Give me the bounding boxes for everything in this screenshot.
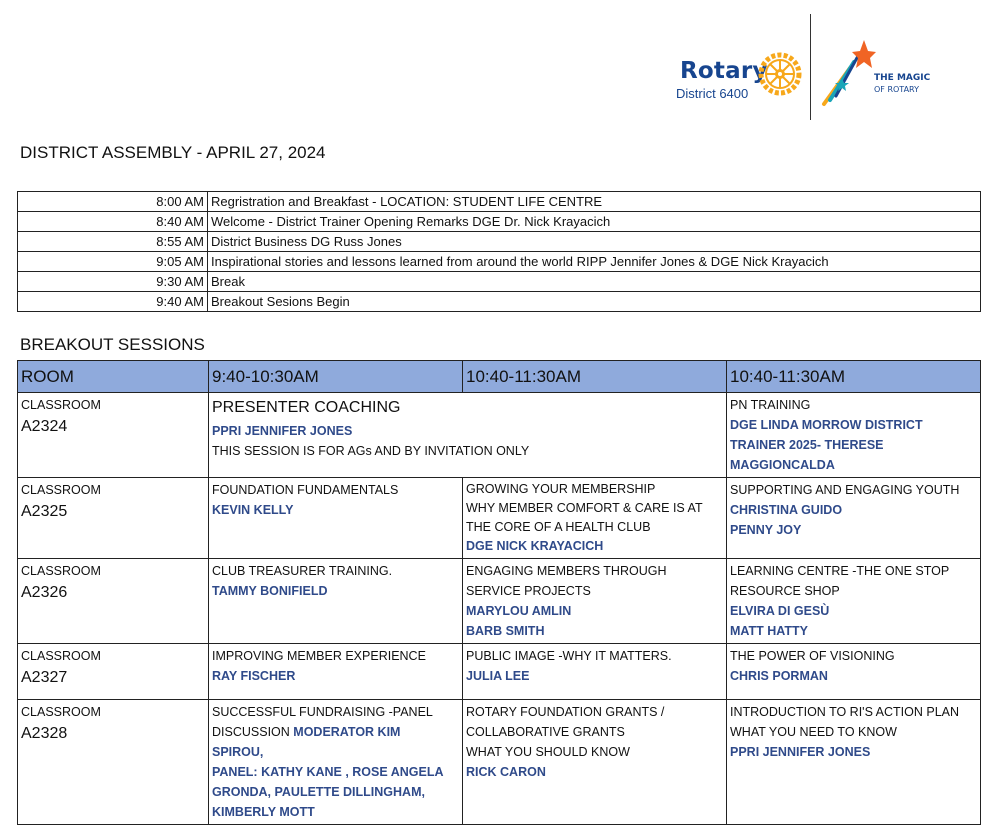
session-line: CLUB TREASURER TRAINING. [212,564,393,578]
session-title: PRESENTER COACHING [212,399,401,416]
session-presenter: CHRISTINA GUIDO [730,503,843,517]
schedule-event: Regristration and Breakfast - LOCATION: STUDENT LIFE CENTRE [208,192,981,212]
moderator-name: MODERATOR KIM [293,725,401,739]
room-cell [18,393,209,478]
session-presenter: BARB SMITH [466,624,545,638]
session-line [212,722,459,742]
session-cell [209,478,463,559]
room-row [18,700,981,825]
session-line: INTRODUCTION TO RI'S ACTION PLAN [730,705,960,719]
logo-divider [810,14,811,120]
session-cell [727,393,981,478]
session-presenter: KEVIN KELLY [212,503,294,517]
session-line: THE CORE OF A HEALTH CLUB [466,520,651,534]
session-line: SUPPORTING AND ENGAGING YOUTH [730,483,960,497]
schedule-event: Breakout Sesions Begin [208,292,981,312]
session-presenter: DGE NICK KRAYACICH [466,539,604,553]
room-row [18,644,981,700]
magic-star-icon [820,38,876,108]
session-presenter: CHRIS PORMAN [730,669,828,683]
page-title: DISTRICT ASSEMBLY - APRIL 27, 2024 [20,143,326,162]
session-line: IMPROVING MEMBER EXPERIENCE [212,649,426,663]
header-slot3: 10:40-11:30AM [727,361,981,393]
header-logos [672,12,972,124]
session-presenter: TAMMY BONIFIELD [212,584,328,598]
session-cell [727,700,981,825]
session-line: ROTARY FOUNDATION GRANTS / [466,705,665,719]
session-line: GROWING YOUR MEMBERSHIP [466,482,656,496]
breakout-header-row [18,361,981,393]
header-slot2: 10:40-11:30AM [463,361,727,393]
room-label: CLASSROOM [21,564,101,578]
session-cell [727,478,981,559]
session-cell [463,700,727,825]
header-slot1: 9:40-10:30AM [209,361,463,393]
room-label: CLASSROOM [21,649,101,663]
panel-line: KIMBERLY MOTT [212,805,315,819]
schedule-row [18,232,981,252]
session-line: WHAT YOU NEED TO KNOW [730,725,897,739]
session-note: THIS SESSION IS FOR AGs AND BY INVITATION ONLY [212,444,530,458]
schedule-time: 8:40 AM [18,212,208,232]
session-presenter: MARYLOU AMLIN [466,604,572,618]
schedule-row [18,272,981,292]
rotary-wordmark: Rotary [680,58,768,84]
session-presenter: RAY FISCHER [212,669,296,683]
session-presenter: MATT HATTY [730,624,808,638]
room-number: A2324 [21,418,68,435]
room-label: CLASSROOM [21,483,101,497]
session-line: WHAT YOU SHOULD KNOW [466,745,630,759]
session-line: THE POWER OF VISIONING [730,649,895,663]
room-row [18,559,981,644]
session-line: RESOURCE SHOP [730,584,840,598]
session-line: COLLABORATIVE GRANTS [466,725,625,739]
session-presenter: RICK CARON [466,765,546,779]
session-cell [727,644,981,700]
magic-of-rotary-text [874,73,930,95]
schedule-row [18,212,981,232]
room-label: CLASSROOM [21,398,101,412]
room-number: A2326 [21,584,68,601]
session-line: FOUNDATION FUNDAMENTALS [212,483,399,497]
header-room: ROOM [18,361,209,393]
room-cell [18,559,209,644]
session-cell [463,478,727,559]
session-line: SERVICE PROJECTS [466,584,591,598]
room-number: A2325 [21,503,68,520]
session-line: SUCCESSFUL FUNDRAISING -PANEL [212,705,433,719]
schedule-table [17,191,981,312]
room-row [18,393,981,478]
schedule-time: 8:00 AM [18,192,208,212]
panel-line: GRONDA, PAULETTE DILLINGHAM, [212,785,425,799]
schedule-event: Break [208,272,981,292]
schedule-row [18,252,981,272]
magic-line2: OF ROTARY [874,85,919,94]
session-presenter: PENNY JOY [730,523,802,537]
session-presenter: PPRI JENNIFER JONES [730,745,871,759]
room-cell [18,644,209,700]
room-cell [18,700,209,825]
breakout-table [17,360,981,825]
breakout-title: BREAKOUT SESSIONS [20,335,205,354]
session-cell-merged [209,393,727,478]
schedule-row [18,292,981,312]
room-number: A2328 [21,725,68,742]
room-cell [18,478,209,559]
room-row [18,478,981,559]
panel-line: PANEL: KATHY KANE , ROSE ANGELA [212,765,444,779]
session-cell [209,700,463,825]
session-line: ENGAGING MEMBERS THROUGH [466,564,667,578]
session-line: PN TRAINING [730,398,811,412]
rotary-wheel-icon [758,52,802,96]
schedule-row [18,192,981,212]
moderator-name-cont: SPIROU, [212,745,264,759]
session-cell [209,644,463,700]
session-cell [463,644,727,700]
session-line-text: DISCUSSION [212,725,290,739]
schedule-event: Welcome - District Trainer Opening Remarks DGE Dr. Nick Krayacich [208,212,981,232]
session-presenter: TRAINER 2025- THERESE [730,438,884,452]
session-cell [209,559,463,644]
schedule-time: 9:05 AM [18,252,208,272]
session-presenter: DGE LINDA MORROW DISTRICT [730,418,923,432]
session-line: WHY MEMBER COMFORT & CARE IS AT [466,501,703,515]
schedule-time: 9:30 AM [18,272,208,292]
session-line: PUBLIC IMAGE -WHY IT MATTERS. [466,649,672,663]
schedule-time: 9:40 AM [18,292,208,312]
session-line: LEARNING CENTRE -THE ONE STOP [730,564,950,578]
session-presenter: JULIA LEE [466,669,530,683]
session-presenter: PPRI JENNIFER JONES [212,424,353,438]
schedule-event: Inspirational stories and lessons learned from around the world RIPP Jennifer Jones & DGE Nick Krayacich [208,252,981,272]
session-cell [463,559,727,644]
magic-line1: THE MAGIC [874,73,931,83]
room-label: CLASSROOM [21,705,101,719]
room-number: A2327 [21,669,68,686]
district-label: District 6400 [676,86,749,101]
session-presenter: ELVIRA DI GESÙ [730,604,830,618]
session-presenter: MAGGIONCALDA [730,458,835,472]
schedule-event: District Business DG Russ Jones [208,232,981,252]
session-cell [727,559,981,644]
schedule-time: 8:55 AM [18,232,208,252]
